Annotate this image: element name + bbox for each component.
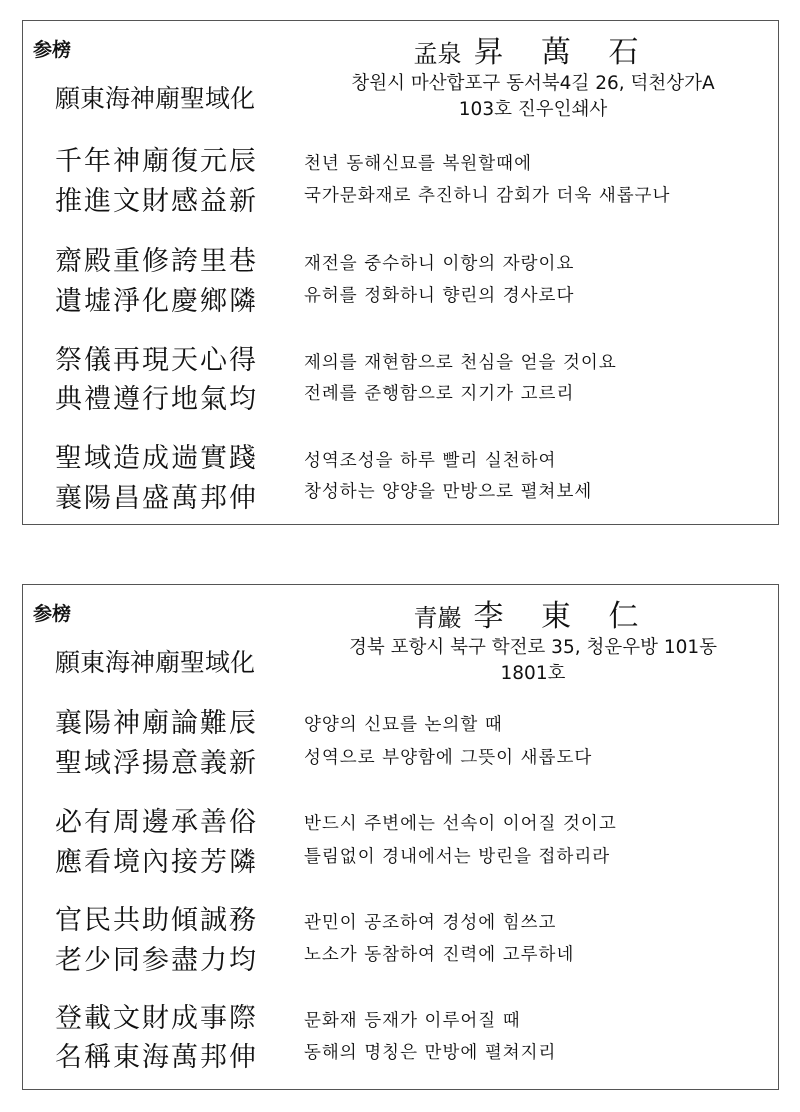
hanja-line: 襄陽神廟論難辰 <box>55 708 258 739</box>
hanja-line: 典禮遵行地氣均 <box>55 384 258 415</box>
korean-line: 노소가 동참하여 진력에 고루하네 <box>304 945 575 965</box>
korean-line: 창성하는 양양을 만방으로 펼쳐보세 <box>304 482 593 502</box>
korean-line: 제의를 재현함으로 천심을 얻을 것이요 <box>304 353 617 373</box>
korean-line: 성역으로 부양함에 그뜻이 새롭도다 <box>304 748 593 768</box>
author-name <box>323 591 743 635</box>
hanja-line: 聖域浮揚意義新 <box>55 748 258 779</box>
korean-line: 성역조성을 하루 빨리 실천하여 <box>304 451 557 471</box>
hanja-line: 名稱東海萬邦伸 <box>55 1042 258 1073</box>
hanja-line: 齋殿重修誇里巷 <box>55 246 258 277</box>
author-real-name: 李 東 仁 <box>473 599 653 634</box>
korean-line: 반드시 주변에는 선속이 이어질 것이고 <box>304 814 617 834</box>
hanja-line: 千年神廟復元辰 <box>55 146 258 177</box>
hanja-line: 襄陽昌盛萬邦伸 <box>55 483 258 514</box>
address-line: 경북 포항시 북구 학전로 35, 청운우방 101동 <box>348 637 718 658</box>
hanja-line: 聖域造成遄實踐 <box>55 443 258 474</box>
hanja-line: 應看境內接芳隣 <box>55 847 258 878</box>
address-line: 103호 진우인쇄사 <box>458 99 608 120</box>
author-pen-name: 孟泉 <box>413 40 462 68</box>
hanja-line: 登載文財成事際 <box>55 1003 258 1034</box>
poem-card <box>22 20 779 525</box>
award-tag: 参榜 <box>33 603 72 625</box>
korean-line: 국가문화재로 추진하니 감회가 더욱 새롭구나 <box>304 186 671 206</box>
poem-title: 願東海神廟聖域化 <box>55 84 256 113</box>
korean-line: 관민이 공조하여 경성에 힘쓰고 <box>304 913 557 933</box>
award-tag: 参榜 <box>33 39 72 61</box>
author-real-name: 昇 萬 石 <box>473 35 653 70</box>
hanja-line: 必有周邊承善俗 <box>55 807 258 838</box>
korean-line: 동해의 명칭은 만방에 펼쳐지리 <box>304 1043 557 1063</box>
hanja-line: 老少同参盡力均 <box>55 945 258 976</box>
korean-line: 재전을 중수하니 이항의 자랑이요 <box>304 254 575 274</box>
korean-line: 천년 동해신묘를 복원할때에 <box>304 154 532 174</box>
poem-card <box>22 584 779 1090</box>
hanja-line: 官民共助傾誠務 <box>55 905 258 936</box>
address-line: 1801호 <box>500 663 566 684</box>
author-pen-name: 青巖 <box>413 604 462 632</box>
hanja-line: 推進文財感益新 <box>55 186 258 217</box>
korean-line: 유허를 정화하니 향린의 경사로다 <box>304 286 575 306</box>
author-address <box>303 71 763 123</box>
address-line: 창원시 마산합포구 동서북4길 26, 덕천상가A <box>351 73 715 94</box>
poem-title: 願東海神廟聖域化 <box>55 648 256 677</box>
hanja-line: 遺墟淨化慶鄉隣 <box>55 286 258 317</box>
korean-line: 문화재 등재가 이루어질 때 <box>304 1011 521 1031</box>
korean-line: 양양의 신묘를 논의할 때 <box>304 715 503 735</box>
hanja-line: 祭儀再現天心得 <box>55 345 258 376</box>
author-address <box>303 635 763 687</box>
korean-line: 전례를 준행함으로 지기가 고르리 <box>304 384 575 404</box>
author-name <box>323 27 743 71</box>
korean-line: 틀림없이 경내에서는 방린을 접하리라 <box>304 847 611 867</box>
